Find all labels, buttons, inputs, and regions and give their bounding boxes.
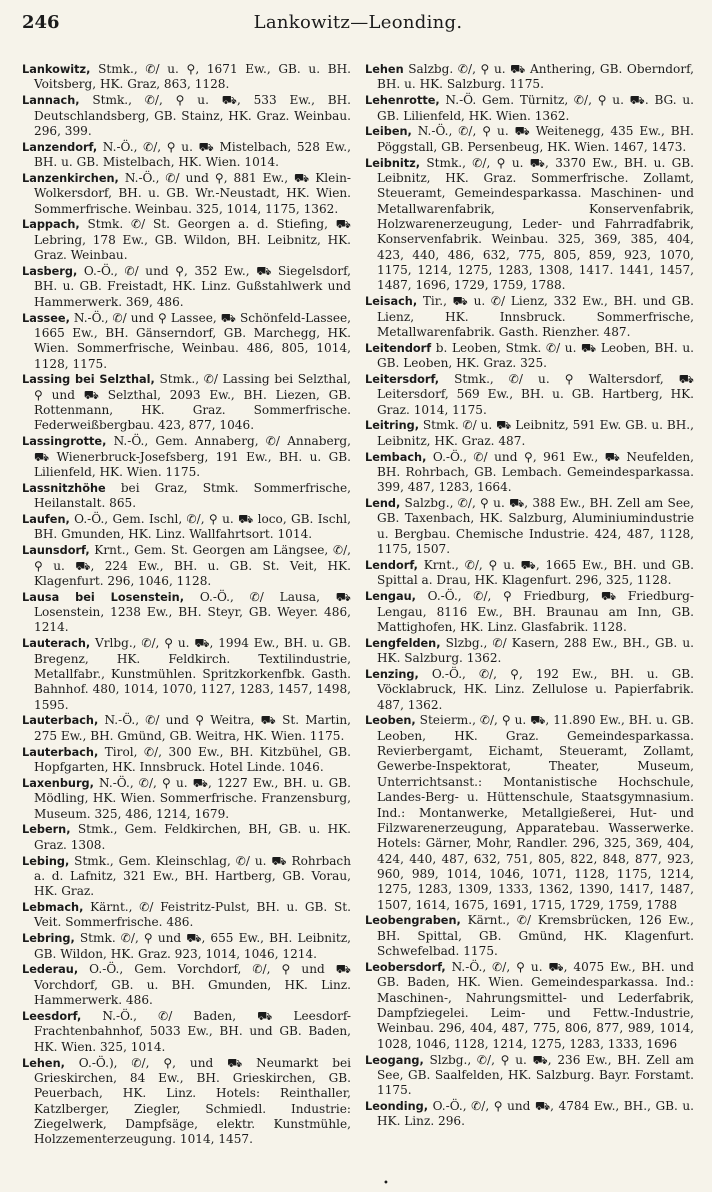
directory-entry (22, 93, 351, 139)
entry-text: O.-Ö.), ✆/, ⚲, und ⛟ Neumarkt bei Grieskirchen, 84 Ew., BH. Grieskirchen, GB. Peuerbach, HK. Linz. Hotels: Reinthaller, Katzlberger, Ziegler, Schmiedl. Industrie: Ziegelwerk, Dampfsäge, elektr. Kunstmühle, Holzzementerzeugung. 1014, 1457. (34, 1055, 351, 1147)
place-name: Lenzing, (365, 667, 419, 681)
directory-entry (22, 590, 351, 636)
entry-text: Steierm., ✆/, ⚲ u. ⛟, 11.890 Ew., BH. u. GB. Leoben, HK. Graz. Gemeindesparkassa. Revierbergamt, Eichamt, Steueramt, Zollamt, Gewerbe-Inspektorat, Theater, Museum, Unterrichtsanst.: Montanistische Hochschule, Landes-Berg- u. Hüttenschule, Staatsgymnasium. Ind.: Montanwerke, Metallgießerei, Hut- und Filzwarenerzeugung, Apparatebau. Wasserwerke. Hotels: Gärner, Mohr, Randler. 296, 325, 369, 404, 424, 440, 487, 632, 751, 805, 822, 848, 877, 923, 960, 989, 1014, 1046, 1071, 1128, 1175, 1214, 1275, 1283, 1309, 1333, 1362, 1390, 1417, 1487, 1507, 1614, 1675, 1691, 1715, 1729, 1759, 1788 (377, 713, 694, 912)
entry-text: Stmk. ✆/, ⚲ und ⛟, 655 Ew., BH. Leibnitz, GB. Wildon, HK. Graz. 923, 1014, 1046, 1214. (34, 931, 351, 961)
entry-text: bei Graz, Stmk. Sommerfrische, Heilanstalt. 865. (34, 480, 351, 511)
place-name: Lappach, (22, 218, 80, 232)
directory-entry (365, 294, 694, 340)
directory-entry (365, 418, 694, 449)
directory-entry (365, 1053, 694, 1099)
entry-text: Stmk., ✆/, ⚲ u. ⛟, 3370 Ew., BH. u. GB. Leibnitz, HK. Graz. Sommerfrische. Zollamt, Steueramt, Gemeindesparkassa. Maschinen- und Metallwarenfabrik, Konservenfabrik, Holzwarenerzeugung, Leder- und Fahrradfabrik, Konservenfabrik. Weinbau. 325, 369, 385, 404, 423, 440, 486, 632, 775, 805, 859, 923, 1070, 1175, 1214, 1275, 1283, 1308, 1417. 1441, 1457, 1487, 1696, 1729, 1759, 1788. (377, 155, 694, 293)
entry-text: N.-Ö., ✆/, ⚲ u. ⛟, 4075 Ew., BH. und GB. Baden, HK. Wien. Gemeindesparkassa. Ind.: Maschinen-, Nahrungsmittel- und Lederfabrik, Dampfziegelei. Leim- und Fettw.-Industrie, Weinbau. 296, 404, 487, 775, 806, 877, 989, 1014, 1028, 1046, 1128, 1214, 1275, 1283, 1333, 1696 (377, 959, 694, 1051)
entry-text: Krnt., ✆/, ⚲ u. ⛟, 1665 Ew., BH. und GB. Spittal a. Drau, HK. Klagenfurt. 296, 325, 1128. (377, 558, 694, 588)
entry-text: Stmk., ✆/ Lassing bei Selzthal, ⚲ und ⛟ Selzthal, 2093 Ew., BH. Liezen, GB. Rottenmann, HK. Graz. Sommerfrische. Federweißbergbau. 423, 877, 1046. (34, 372, 351, 433)
place-name: Leobersdorf, (365, 960, 446, 974)
entry-text: O.-Ö., ✆/, ⚲ und ⛟, 4784 Ew., BH., GB. u. HK. Linz. 296. (377, 1099, 694, 1129)
entry-text: O.-Ö., ✆/ Lausa, ⛟ Losenstein, 1238 Ew., BH. Steyr, GB. Weyer. 486, 1214. (34, 589, 352, 635)
place-name: Leitersdorf, (365, 372, 440, 386)
right-column (365, 62, 694, 1148)
entry-text: Stmk. ✆/ u. ⛟ Leibnitz, 591 Ew. GB. u. BH., Leibnitz, HK. Graz. 487. (377, 418, 694, 448)
entry-text: Stmk., ✆/ u. ⚲ Waltersdorf, ⛟ Leitersdorf, 569 Ew., BH. u. GB. Hartberg, HK. Graz. 1014, 1175. (377, 371, 694, 417)
directory-entry (365, 372, 694, 418)
place-name: Lankowitz, (22, 63, 91, 76)
place-name: Lederau, (22, 963, 79, 977)
entry-text: N.-Ö. Gem. Türnitz, ✆/, ⚲ u. ⛟. BG. u. GB. Lilienfeld, HK. Wien. 1362. (377, 93, 694, 123)
entry-text: N.-Ö., ✆/ und ⚲ Weitra, ⛟ St. Martin, 275 Ew., BH. Gmünd, GB. Weitra, HK. Wien. 1175. (34, 713, 351, 743)
directory-entry (22, 217, 351, 263)
directory-entry (22, 372, 351, 433)
entry-text: O.-Ö., Gem. Ischl, ✆/, ⚲ u. ⛟ loco, GB. Ischl, BH. Gmunden, HK. Linz. Wallfahrtsort. 1014. (34, 511, 351, 542)
entry-text: N.-Ö., ✆/ Baden, ⛟ Leesdorf-Frachtenbahnhof, 5033 Ew., BH. und GB. Baden, HK. Wien. 325, 1014. (34, 1008, 351, 1054)
entry-text: N.-Ö., ✆/, ⚲ u. ⛟ Mistelbach, 528 Ew., BH. u. GB. Mistelbach, HK. Wien. 1014. (34, 139, 351, 170)
place-name: Lasberg, (22, 264, 78, 278)
left-column (22, 62, 351, 1148)
place-name: Lengau, (365, 590, 416, 604)
place-name: Leibnitz, (365, 156, 421, 170)
entry-text: N.-Ö., ✆/ und ⚲ Lassee, ⛟ Schönfeld-Lassee, 1665 Ew., BH. Gänserndorf, GB. Marchegg, HK. Wien. Sommerfrische, Weinbau. 486, 805, 1014, 1128, 1175. (34, 310, 351, 371)
place-name: Leiben, (365, 125, 412, 139)
directory-entry (22, 931, 351, 962)
entry-text: Stmk., ✆/, ⚲ u. ⛟, 533 Ew., BH. Deutschlandsberg, GB. Stainz, HK. Graz. Weinbau. 296, 399. (34, 93, 351, 138)
entry-text: O.-Ö., ✆/, ⚲ Friedburg, ⛟ Friedburg-Lengau, 8116 Ew., BH. Braunau am Inn, GB. Mattighofen, HK. Linz. Glasfabrik. 1128. (377, 589, 694, 634)
entry-text: Krnt., Gem. St. Georgen am Längsee, ✆/, ⚲ u. ⛟, 224 Ew., BH. u. GB. St. Veit, HK. Klagenfurt. 296, 1046, 1128. (34, 543, 351, 588)
entry-text: Kärnt., ✆/ Kremsbrücken, 126 Ew., BH. Spittal, GB. Gmünd, HK. Klagenfurt. Schwefelbad. 1175. (377, 913, 694, 959)
entry-text: b. Leoben, Stmk. ✆/ u. ⛟ Leoben, BH. u. GB. Leoben, HK. Graz. 325. (377, 340, 694, 371)
entry-text: Tir., ⛟ u. ✆/ Lienz, 332 Ew., BH. und GB. Lienz, HK. Innsbruck. Sommerfrische, Metallwarenfabrik. Gasth. Rienzher. 487. (377, 294, 694, 339)
place-name: Leesdorf, (22, 1009, 82, 1023)
entry-text: Kärnt., ✆/ Feistritz-Pulst, BH. u. GB. St. Veit. Sommerfrische. 486. (34, 900, 351, 930)
place-name: Laxenburg, (22, 776, 94, 790)
directory-entry (22, 854, 351, 900)
entry-text: Tirol, ✆/, 300 Ew., BH. Kitzbühel, GB. Hopfgarten, HK. Innsbruck. Hotel Linde. 1046. (34, 744, 351, 774)
place-name: Lannach, (22, 94, 80, 108)
directory-entry (22, 264, 351, 310)
entry-text: Salzbg., ✆/, ⚲ u. ⛟, 388 Ew., BH. Zell am See, GB. Taxenbach, HK. Salzburg, Aluminiumindustrie u. Bergbau. Chemische Industrie. 424, 487, 1128, 1175, 1507. (377, 496, 694, 557)
directory-entry (22, 713, 351, 744)
place-name: Lauterbach, (22, 745, 99, 759)
directory-entry (22, 140, 351, 171)
place-name: Lebern, (22, 823, 71, 837)
place-name: Lauterbach, (22, 714, 99, 728)
entry-text: Salzbg. ✆/, ⚲ u. ⛟ Anthering, GB. Oberndorf, BH. u. HK. Salzburg. 1175. (377, 62, 694, 92)
place-name: Lausa bei Losenstein, (22, 590, 185, 604)
directory-entry (22, 543, 351, 589)
place-name: Lebring, (22, 932, 75, 946)
directory-entry (22, 962, 351, 1008)
place-name: Lanzendorf, (22, 140, 98, 154)
place-name: Leitendorf (365, 341, 432, 355)
entry-text: N.-Ö., ✆/, ⚲ u. ⛟, 1227 Ew., BH. u. GB. Mödling, HK. Wien. Sommerfrische. Franzensburg, Museum. 325, 486, 1214, 1679. (34, 775, 351, 821)
place-name: Lauterach, (22, 637, 91, 651)
entry-text: O.-Ö., ✆/, ⚲, 192 Ew., BH. u. GB. Vöcklabruck, HK. Linz. Zellulose u. Papierfabrik. 487, 1362. (377, 666, 694, 712)
entry-text: Stmk. ✆/ St. Georgen a. d. Stiefing, ⛟ Lebring, 178 Ew., GB. Wildon, BH. Leibnitz, HK. Graz. Weinbau. (34, 217, 351, 263)
place-name: Lehen (365, 63, 404, 76)
entry-text: Slzbg., ✆/, ⚲ u. ⛟, 236 Ew., BH. Zell am See, GB. Saalfelden, HK. Salzburg. Bayr. Forstamt. 1175. (377, 1052, 694, 1098)
directory-entry (22, 311, 351, 372)
entry-text: Stmk., ✆/ u. ⚲, 1671 Ew., GB. u. BH. Voitsberg, HK. Graz, 863, 1128. (34, 62, 351, 92)
directory-entry (365, 667, 694, 713)
directory-entry (365, 589, 694, 635)
entry-text: Slzbg., ✆/ Kasern, 288 Ew., BH., GB. u. HK. Salzburg. 1362. (377, 635, 694, 666)
running-title: Lankowitz—Leonding. (253, 12, 463, 33)
entry-text: O.-Ö., Gem. Vorchdorf, ✆/, ⚲ und ⛟ Vorchdorf, GB. u. BH. Gmunden, HK. Linz. Hammerwerk. 486. (34, 962, 351, 1008)
directory-entry (22, 745, 351, 776)
place-name: Lassingrotte, (22, 435, 107, 449)
bottom-bullet-mark: • (383, 1178, 389, 1189)
directory-entry (365, 960, 694, 1052)
directory-entry (22, 1056, 351, 1148)
directory-entry (365, 156, 694, 294)
directory-entry (22, 434, 351, 480)
directory-entry (365, 913, 694, 959)
place-name: Lassnitzhöhe (22, 481, 106, 495)
place-name: Lembach, (365, 450, 427, 464)
directory-entry (22, 171, 351, 217)
entry-text: N.-Ö., Gem. Annaberg, ✆/ Annaberg, ⛟ Wienerbruck-Josefsberg, 191 Ew., BH. u. GB. Lilienfeld, HK. Wien. 1175. (34, 434, 351, 479)
place-name: Lendorf, (365, 559, 418, 572)
entry-text: N.-Ö., ✆/ und ⚲, 881 Ew., ⛟ Klein-Wolkersdorf, BH. u. GB. Wr.-Neustadt, HK. Wien. Sommerfrische. Weinbau. 325, 1014, 1175, 1362. (34, 170, 351, 216)
place-name: Lassee, (22, 311, 70, 325)
directory-entry (365, 496, 694, 557)
entry-text: O.-Ö., ✆/ und ⚲, 352 Ew., ⛟ Siegelsdorf, BH. u. GB. Freistadt, HK. Linz. Gußstahlwerk und Hammerwerk. 369, 486. (34, 263, 351, 309)
directory-entry (22, 62, 351, 93)
page-header (22, 12, 694, 42)
directory-entry (22, 900, 351, 931)
place-name: Leonding, (365, 1100, 429, 1114)
directory-entry (365, 93, 694, 124)
place-name: Lehenrotte, (365, 94, 440, 108)
directory-columns (22, 62, 694, 1148)
place-name: Lehen, (22, 1056, 65, 1070)
directory-entry (22, 636, 351, 713)
place-name: Launsdorf, (22, 544, 90, 558)
page-number: 246 (22, 12, 60, 33)
directory-entry (365, 713, 694, 912)
entry-text: Stmk., Gem. Feldkirchen, BH, GB. u. HK. Graz. 1308. (34, 822, 351, 852)
directory-entry (365, 636, 694, 667)
directory-entry (22, 776, 351, 822)
place-name: Leobengraben, (365, 914, 461, 928)
place-name: Leitring, (365, 419, 419, 433)
place-name: Lengfelden, (365, 636, 441, 650)
entry-text: N.-Ö., ✆/, ⚲ u. ⛟ Weitenegg, 435 Ew., BH. Pöggstall, GB. Persenbeug, HK. Wien. 1467, 1473. (377, 124, 694, 154)
directory-entry (22, 481, 351, 512)
entry-text: O.-Ö., ✆/ und ⚲, 961 Ew., ⛟ Neufelden, BH. Rohrbach, GB. Lembach. Gemeindesparkassa. 399, 487, 1283, 1664. (377, 449, 694, 495)
directory-entry (365, 341, 694, 372)
place-name: Lebmach, (22, 901, 84, 915)
place-name: Laufen, (22, 512, 70, 526)
place-name: Lend, (365, 497, 401, 511)
place-name: Lebing, (22, 854, 70, 868)
place-name: Lassing bei Selzthal, (22, 373, 155, 387)
directory-entry (365, 62, 694, 93)
directory-entry (365, 124, 694, 155)
directory-entry (365, 1099, 694, 1130)
directory-entry (365, 558, 694, 589)
entry-text: Stmk., Gem. Kleinschlag, ✆/ u. ⛟ Rohrbach a. d. Lafnitz, 321 Ew., BH. Hartberg, GB. Vorau, HK. Graz. (34, 853, 351, 899)
directory-entry (22, 822, 351, 853)
place-name: Lanzenkirchen, (22, 171, 119, 185)
entry-text: Vrlbg., ✆/, ⚲ u. ⛟, 1994 Ew., BH. u. GB. Bregenz, HK. Feldkirch. Textilindustrie, Metallfabr., Kunstmühlen. Spritzkorkenfbk. Gasth. Bahnhof. 480, 1014, 1070, 1127, 1283, 1457, 1498, 1595. (34, 636, 351, 712)
directory-entry (22, 512, 351, 543)
place-name: Leoben, (365, 714, 416, 728)
directory-entry (22, 1009, 351, 1055)
directory-entry (365, 450, 694, 496)
place-name: Leisach, (365, 295, 418, 309)
place-name: Leogang, (365, 1053, 424, 1067)
